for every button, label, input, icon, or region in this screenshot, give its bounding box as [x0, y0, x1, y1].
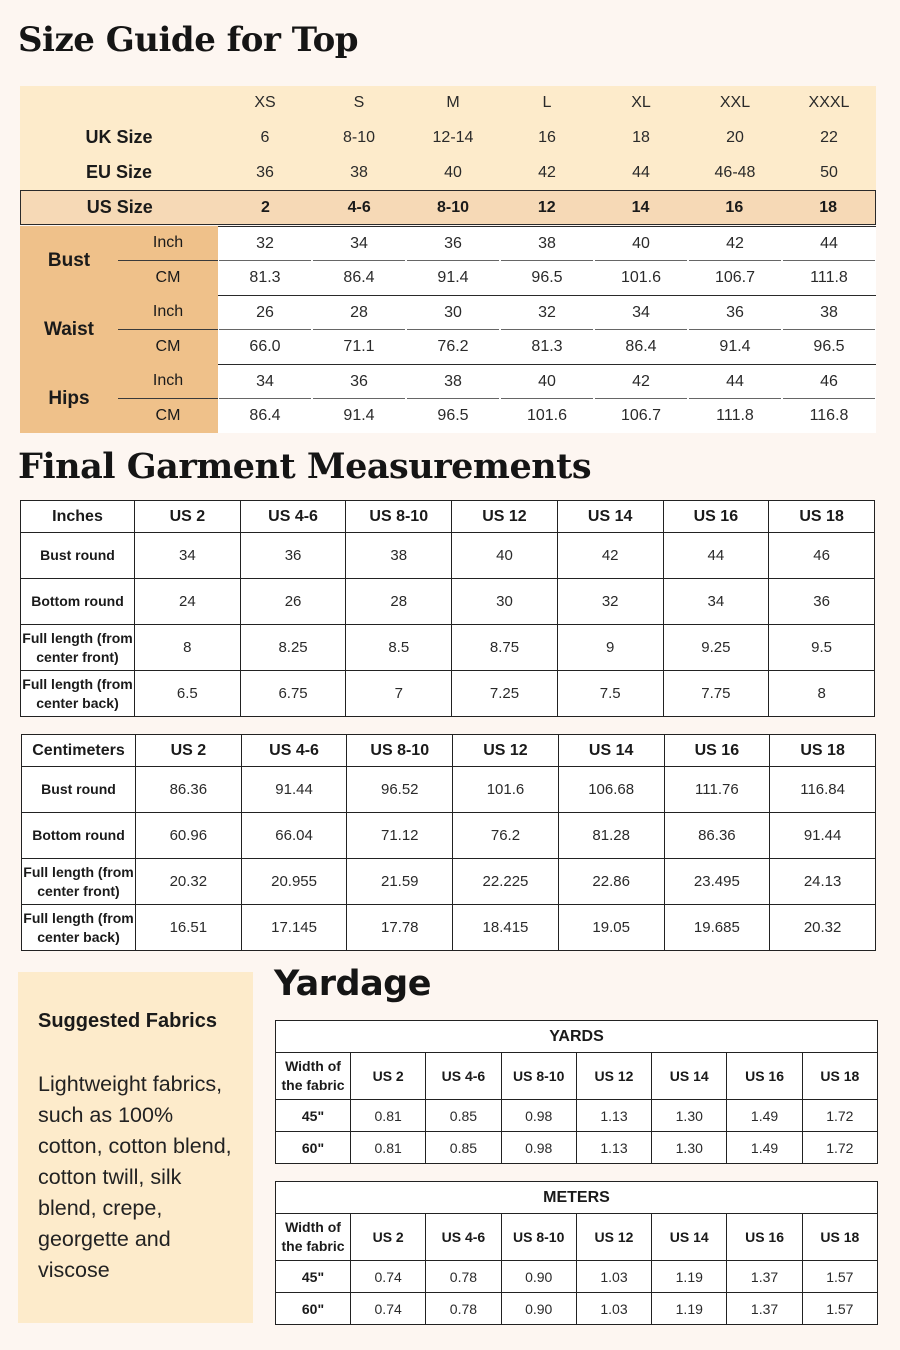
measure-cell: 38 [444, 373, 462, 390]
size-cell: 6 [260, 128, 270, 146]
uk-size-row [20, 120, 876, 155]
garment-inches-table [20, 500, 875, 717]
final-garment-title: Final Garment Measurements [18, 446, 592, 487]
table-row [22, 813, 876, 859]
fabrics-description: Lightweight fabrics, such as 100% cotton, cotton blend, cotton twill, silk blend, crepe, georgette and viscose [38, 1072, 232, 1282]
width-header: Width of the fabric [276, 1053, 351, 1100]
yardage-yards-table [275, 1020, 878, 1164]
eu-size-row [20, 155, 876, 190]
row-label: Bust round [21, 533, 135, 579]
table-cell: 36 [769, 579, 875, 625]
measure-cell: 44 [820, 235, 838, 252]
table-caption: METERS [276, 1182, 878, 1214]
table-cell: 1.49 [727, 1132, 802, 1164]
fabric-width: 45" [276, 1261, 351, 1293]
table-row [22, 859, 876, 905]
table-cell: 116.84 [770, 767, 876, 813]
measure-cell: 111.8 [810, 269, 848, 286]
table-cell: 42 [557, 533, 663, 579]
table-row [21, 579, 875, 625]
measure-cell: 36 [444, 235, 462, 252]
measure-cell: 86.4 [625, 338, 657, 355]
measure-cell: 38 [538, 235, 556, 252]
column-header: US 12 [576, 1053, 651, 1100]
row-label: Full length (from center front) [21, 625, 135, 671]
row-label: Full length (from center back) [22, 905, 136, 951]
waist-group [20, 295, 876, 364]
measure-cell: 30 [444, 304, 462, 321]
measure-cell: 111.8 [716, 407, 754, 424]
table-header-row [22, 735, 876, 767]
table-cell: 32 [557, 579, 663, 625]
table-cell: 0.74 [351, 1293, 426, 1325]
unit-label: Inch [152, 372, 184, 389]
table-cell: 76.2 [453, 813, 559, 859]
table-cell: 17.145 [241, 905, 347, 951]
size-cell: 20 [726, 128, 744, 146]
row-label: Full length (from center front) [22, 859, 136, 905]
measure-cell: 36 [726, 304, 744, 321]
row-label: Bottom round [22, 813, 136, 859]
size-cell: 44 [632, 163, 650, 181]
measure-cell: 32 [256, 235, 274, 252]
column-header: US 16 [727, 1053, 802, 1100]
measure-cell: 116.8 [809, 407, 849, 424]
measure-cell: 26 [256, 304, 274, 321]
size-cell: 12-14 [432, 128, 474, 146]
table-cell: 0.90 [501, 1293, 576, 1325]
table-cell: 0.85 [426, 1132, 501, 1164]
column-header: US 4-6 [241, 735, 347, 767]
measure-cell: 34 [350, 235, 368, 252]
table-cell: 22.86 [558, 859, 664, 905]
measure-cell: 86.4 [343, 269, 375, 286]
table-cell: 36 [240, 533, 346, 579]
table-cell: 20.32 [770, 905, 876, 951]
table-cell: 18.415 [453, 905, 559, 951]
table-cell: 0.78 [426, 1261, 501, 1293]
table-cell: 91.44 [770, 813, 876, 859]
table-cell: 7.5 [557, 671, 663, 717]
hips-group [20, 364, 876, 433]
yardage-meters-table [275, 1181, 878, 1325]
table-cell: 101.6 [453, 767, 559, 813]
table-cell: 81.28 [558, 813, 664, 859]
letter-size-row [20, 86, 876, 120]
measure-cell: 44 [726, 373, 744, 390]
size-cell: 42 [538, 163, 556, 181]
row-label: US Size [86, 197, 153, 217]
table-cell: 91.44 [241, 767, 347, 813]
table-caption: YARDS [276, 1021, 878, 1053]
measure-cell: 46 [820, 373, 838, 390]
size-cell: XXL [719, 94, 751, 111]
table-cell: 66.04 [241, 813, 347, 859]
table-row [276, 1261, 878, 1293]
row-label: Bust round [22, 767, 136, 813]
size-cell: 14 [631, 198, 650, 216]
column-header: US 2 [351, 1053, 426, 1100]
table-cell: 7.25 [452, 671, 558, 717]
table-cell: 9 [557, 625, 663, 671]
measure-cell: 106.7 [714, 269, 756, 286]
size-cell: 36 [256, 163, 274, 181]
table-cell: 24 [135, 579, 241, 625]
measure-cell: 32 [538, 304, 556, 321]
column-header: US 16 [727, 1214, 802, 1261]
size-cell: 50 [820, 163, 838, 181]
group-label: Waist [44, 318, 94, 340]
table-cell: 86.36 [664, 813, 770, 859]
table-row [276, 1132, 878, 1164]
table-cell: 19.685 [664, 905, 770, 951]
size-cell: S [353, 94, 365, 111]
column-header: US 12 [576, 1214, 651, 1261]
column-header: US 16 [664, 735, 770, 767]
measure-cell: 96.5 [531, 269, 563, 286]
size-cell: 8-10 [436, 198, 469, 216]
width-header: Width of the fabric [276, 1214, 351, 1261]
table-cell: 0.85 [426, 1100, 501, 1132]
column-header: US 16 [663, 501, 769, 533]
table-cell: 0.98 [501, 1132, 576, 1164]
measure-cell: 86.4 [249, 407, 281, 424]
measure-cell: 42 [726, 235, 744, 252]
column-header: US 4-6 [426, 1214, 501, 1261]
table-cell: 1.57 [802, 1261, 877, 1293]
column-header: US 14 [652, 1214, 727, 1261]
unit-header: Centimeters [22, 735, 136, 767]
measure-cell: 91.4 [343, 407, 375, 424]
table-cell: 1.19 [652, 1293, 727, 1325]
row-label: UK Size [85, 127, 153, 147]
size-cell: 4-6 [347, 198, 371, 216]
unit-label: CM [155, 407, 181, 424]
unit-header: Inches [21, 501, 135, 533]
table-cell: 23.495 [664, 859, 770, 905]
table-cell: 1.30 [652, 1132, 727, 1164]
unit-label: CM [155, 269, 181, 286]
table-cell: 22.225 [453, 859, 559, 905]
measure-cell: 106.7 [620, 407, 662, 424]
column-header: US 14 [652, 1053, 727, 1100]
size-cell: 46-48 [714, 163, 756, 181]
size-cell: XXXL [808, 94, 850, 111]
measure-cell: 91.4 [437, 269, 469, 286]
table-cell: 44 [663, 533, 769, 579]
bust-group [20, 226, 876, 295]
table-cell: 34 [663, 579, 769, 625]
size-guide-title: Size Guide for Top [18, 20, 359, 60]
table-row [22, 905, 876, 951]
table-cell: 1.37 [727, 1293, 802, 1325]
table-cell: 30 [452, 579, 558, 625]
table-row [21, 671, 875, 717]
column-header: US 14 [557, 501, 663, 533]
table-cell: 8.25 [240, 625, 346, 671]
column-header: US 12 [452, 501, 558, 533]
row-label: Bottom round [21, 579, 135, 625]
table-row [21, 625, 875, 671]
table-cell: 8 [135, 625, 241, 671]
column-header: US 18 [802, 1053, 877, 1100]
group-label: Hips [48, 387, 90, 409]
table-cell: 1.03 [576, 1261, 651, 1293]
column-header: US 18 [770, 735, 876, 767]
size-cell: 12 [537, 198, 556, 216]
table-cell: 38 [346, 533, 452, 579]
measure-cell: 81.3 [531, 338, 563, 355]
measure-cell: 40 [538, 373, 556, 390]
table-row [21, 533, 875, 579]
table-header-row [276, 1053, 878, 1100]
table-cell: 19.05 [558, 905, 664, 951]
measure-cell: 36 [350, 373, 368, 390]
size-cell: M [446, 94, 460, 111]
table-cell: 1.37 [727, 1261, 802, 1293]
measure-cell: 71.1 [343, 338, 375, 355]
measure-cell: 91.4 [719, 338, 751, 355]
column-header: US 14 [558, 735, 664, 767]
table-cell: 0.90 [501, 1261, 576, 1293]
measure-cell: 38 [820, 304, 838, 321]
table-cell: 40 [452, 533, 558, 579]
table-cell: 106.68 [558, 767, 664, 813]
measure-cell: 101.6 [620, 269, 662, 286]
fabric-width: 60" [276, 1293, 351, 1325]
garment-cm-table [21, 734, 876, 951]
column-header: US 18 [802, 1214, 877, 1261]
table-header-row [21, 501, 875, 533]
column-header: US 4-6 [426, 1053, 501, 1100]
table-cell: 86.36 [136, 767, 242, 813]
column-header: US 8-10 [501, 1214, 576, 1261]
measure-cell: 96.5 [437, 407, 469, 424]
table-cell: 7.75 [663, 671, 769, 717]
table-cell: 16.51 [136, 905, 242, 951]
measure-cell: 101.6 [526, 407, 568, 424]
measure-cell: 76.2 [437, 338, 469, 355]
measure-cell: 40 [632, 235, 650, 252]
yardage-title: Yardage [274, 964, 431, 1004]
table-cell: 7 [346, 671, 452, 717]
table-cell: 111.76 [664, 767, 770, 813]
table-cell: 0.98 [501, 1100, 576, 1132]
size-cell: 38 [350, 163, 368, 181]
table-cell: 1.72 [802, 1132, 877, 1164]
table-cell: 1.13 [576, 1132, 651, 1164]
us-size-row [20, 190, 876, 225]
table-cell: 34 [135, 533, 241, 579]
measure-cell: 96.5 [813, 338, 845, 355]
size-cell: L [542, 94, 552, 111]
table-cell: 60.96 [136, 813, 242, 859]
table-header-row [276, 1214, 878, 1261]
table-cell: 20.32 [136, 859, 242, 905]
measure-cell: 66.0 [249, 338, 281, 355]
table-row [22, 767, 876, 813]
measure-cell: 42 [632, 373, 650, 390]
table-cell: 6.5 [135, 671, 241, 717]
column-header: US 8-10 [501, 1053, 576, 1100]
measure-cell: 81.3 [249, 269, 281, 286]
table-cell: 20.955 [241, 859, 347, 905]
table-cell: 96.52 [347, 767, 453, 813]
column-header: US 2 [135, 501, 241, 533]
size-cell: 16 [725, 198, 744, 216]
suggested-fabrics-panel [18, 972, 253, 1323]
column-header: US 8-10 [346, 501, 452, 533]
table-cell: 1.49 [727, 1100, 802, 1132]
table-cell: 6.75 [240, 671, 346, 717]
table-cell: 1.30 [652, 1100, 727, 1132]
measure-cell: 28 [350, 304, 368, 321]
column-header: US 12 [453, 735, 559, 767]
row-label: Full length (from center back) [21, 671, 135, 717]
column-header: US 2 [351, 1214, 426, 1261]
size-cell: XS [254, 94, 276, 111]
size-cell: 22 [820, 128, 838, 146]
table-cell: 26 [240, 579, 346, 625]
unit-label: Inch [152, 234, 184, 251]
unit-label: Inch [152, 303, 184, 320]
fabric-width: 60" [276, 1132, 351, 1164]
group-label: Bust [47, 249, 91, 271]
table-row [276, 1293, 878, 1325]
column-header: US 8-10 [347, 735, 453, 767]
size-cell: XL [631, 94, 651, 111]
table-cell: 0.78 [426, 1293, 501, 1325]
fabrics-title: Suggested Fabrics [38, 1010, 217, 1032]
measure-cell: 34 [632, 304, 650, 321]
table-cell: 0.74 [351, 1261, 426, 1293]
table-row [276, 1100, 878, 1132]
table-cell: 8 [769, 671, 875, 717]
table-cell: 1.03 [576, 1293, 651, 1325]
table-cell: 0.81 [351, 1100, 426, 1132]
table-cell: 71.12 [347, 813, 453, 859]
size-guide-table [20, 86, 876, 433]
size-cell: 16 [538, 128, 556, 146]
table-cell: 1.57 [802, 1293, 877, 1325]
size-cell: 40 [444, 163, 462, 181]
table-cell: 17.78 [347, 905, 453, 951]
column-header: US 2 [136, 735, 242, 767]
column-header: US 18 [769, 501, 875, 533]
table-cell: 8.75 [452, 625, 558, 671]
row-label: EU Size [85, 162, 153, 182]
size-cell: 18 [819, 198, 837, 216]
column-header: US 4-6 [240, 501, 346, 533]
table-cell: 28 [346, 579, 452, 625]
table-cell: 1.19 [652, 1261, 727, 1293]
size-cell: 8-10 [342, 128, 376, 146]
size-cell: 2 [260, 198, 270, 216]
table-cell: 21.59 [347, 859, 453, 905]
measure-cell: 34 [256, 373, 274, 390]
table-cell: 9.5 [769, 625, 875, 671]
table-cell: 46 [769, 533, 875, 579]
size-cell: 18 [632, 128, 650, 146]
table-cell: 24.13 [770, 859, 876, 905]
table-cell: 1.13 [576, 1100, 651, 1132]
table-cell: 0.81 [351, 1132, 426, 1164]
table-cell: 9.25 [663, 625, 769, 671]
table-cell: 8.5 [346, 625, 452, 671]
table-cell: 1.72 [802, 1100, 877, 1132]
fabric-width: 45" [276, 1100, 351, 1132]
unit-label: CM [155, 338, 181, 355]
